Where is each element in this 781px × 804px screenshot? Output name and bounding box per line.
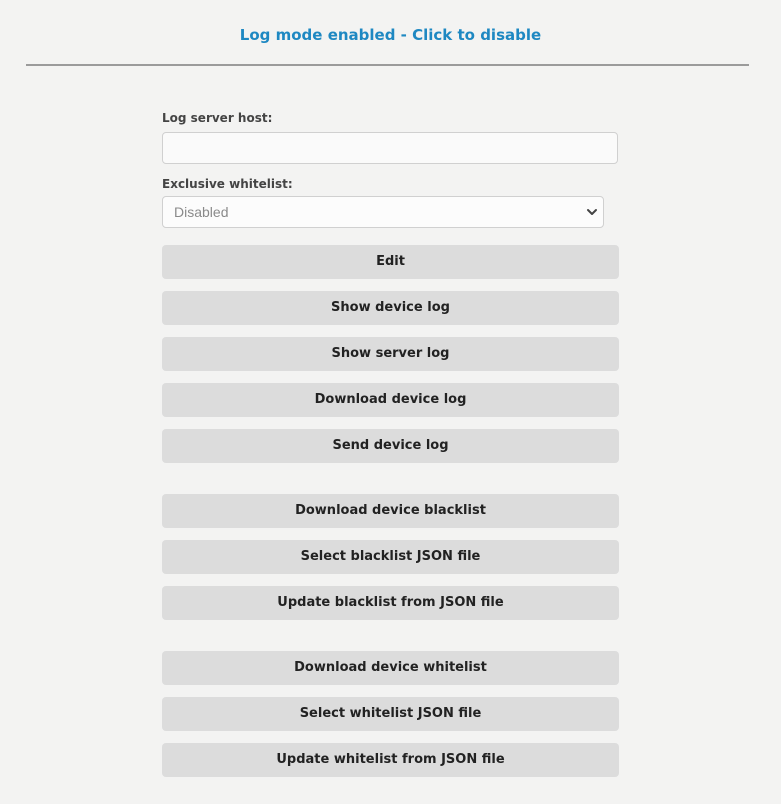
exclusive-whitelist-label: Exclusive whitelist: (162, 177, 293, 191)
download-device-log-button[interactable]: Download device log (162, 383, 619, 417)
edit-button[interactable]: Edit (162, 245, 619, 279)
send-device-log-button[interactable]: Send device log (162, 429, 619, 463)
exclusive-whitelist-select[interactable] (162, 196, 604, 228)
header-divider (26, 64, 749, 66)
download-device-blacklist-button[interactable]: Download device blacklist (162, 494, 619, 528)
select-whitelist-json-button[interactable]: Select whitelist JSON file (162, 697, 619, 731)
update-whitelist-json-button[interactable]: Update whitelist from JSON file (162, 743, 619, 777)
log-server-host-input[interactable] (162, 132, 618, 164)
log-server-host-label: Log server host: (162, 111, 273, 125)
whitelist-actions-group (162, 651, 619, 777)
show-device-log-button[interactable]: Show device log (162, 291, 619, 325)
log-mode-toggle-link[interactable]: Log mode enabled - Click to disable (239, 26, 542, 44)
log-settings-form (162, 108, 619, 777)
show-server-log-button[interactable]: Show server log (162, 337, 619, 371)
exclusive-whitelist-selected-value: Disabled (174, 204, 229, 220)
chevron-down-icon (586, 206, 598, 218)
select-blacklist-json-button[interactable]: Select blacklist JSON file (162, 540, 619, 574)
update-blacklist-json-button[interactable]: Update blacklist from JSON file (162, 586, 619, 620)
download-device-whitelist-button[interactable]: Download device whitelist (162, 651, 619, 685)
log-actions-group (162, 245, 619, 463)
blacklist-actions-group (162, 494, 619, 620)
